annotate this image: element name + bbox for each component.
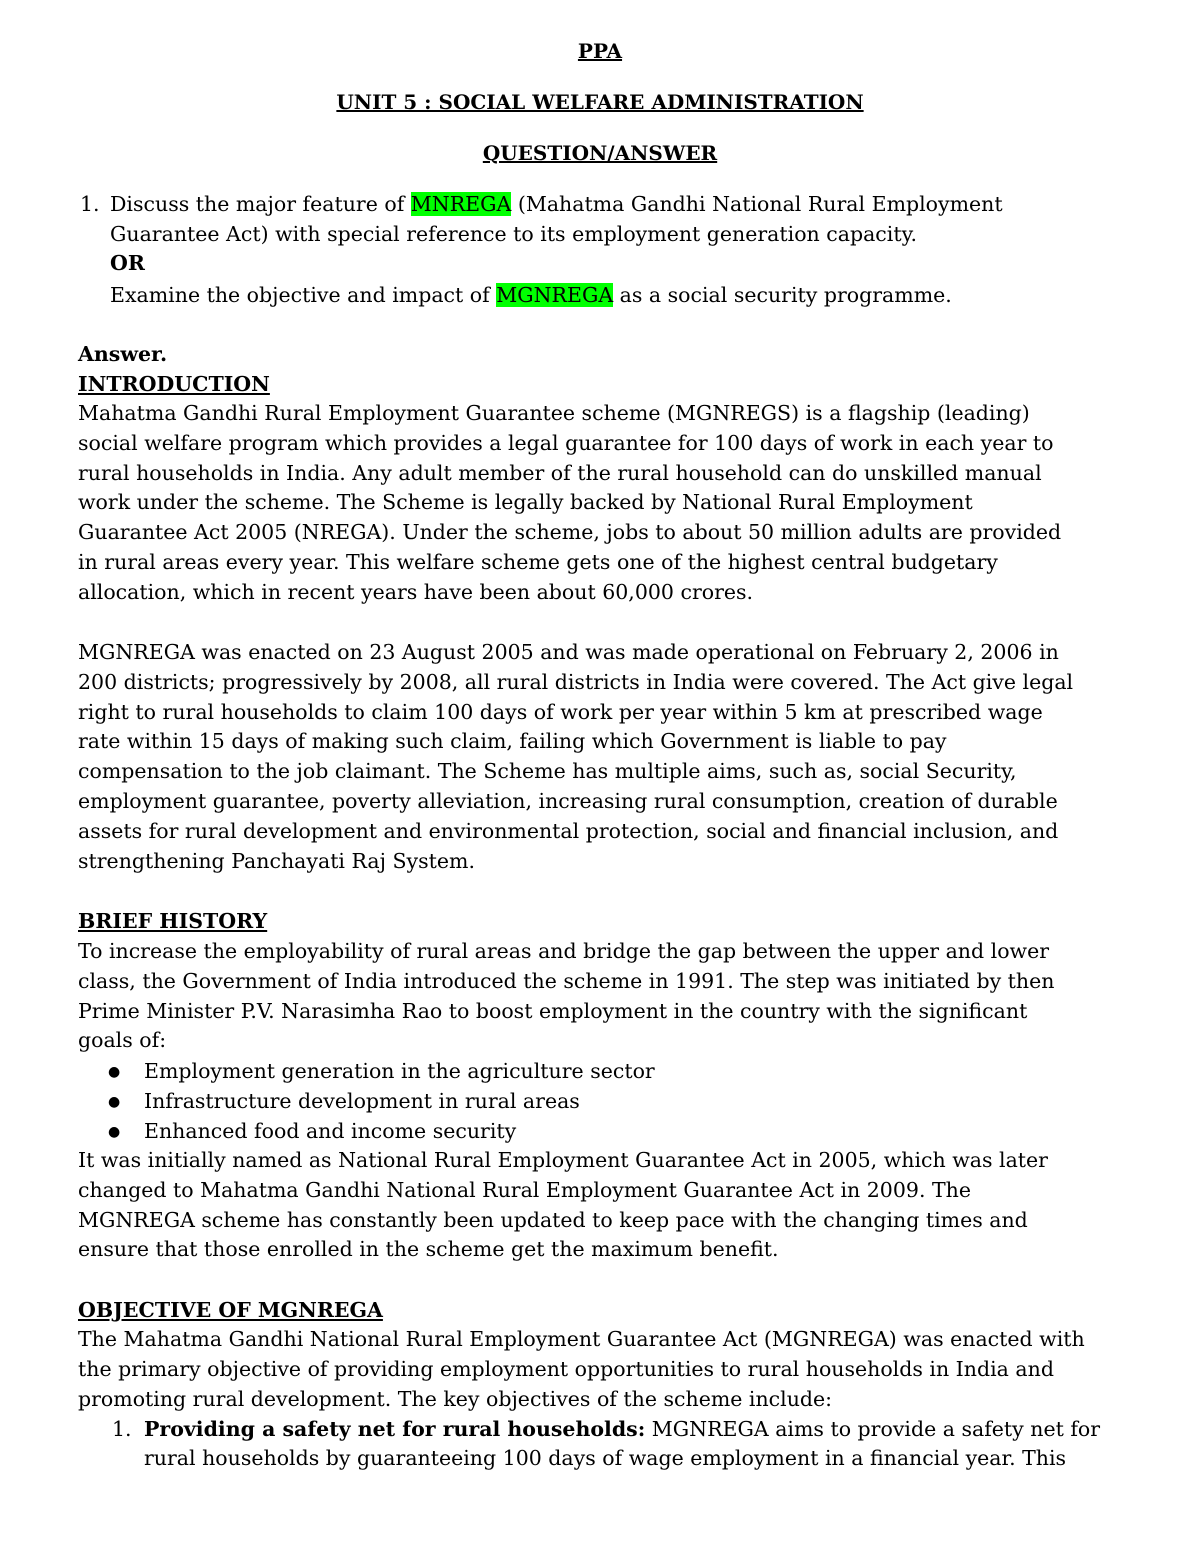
question-line-1-text: Discuss the major feature of — [110, 192, 411, 216]
text-line: Mahatma Gandhi Rural Employment Guarantee scheme (MGNREGS) is a flagship (leading) — [78, 401, 1030, 425]
text-line: changed to Mahatma Gandhi National Rural Employment Guarantee Act in 2009. The — [78, 1177, 971, 1202]
objective-heading: OBJECTIVE OF MGNREGA — [78, 1298, 383, 1322]
question-line-3-tail: as a social security programme. — [613, 283, 952, 307]
introduction-paragraph-1 — [78, 399, 1123, 608]
highlight-mgnrega: MGNREGA — [496, 283, 614, 307]
history-paragraph-1 — [78, 937, 1123, 1056]
text-line: the primary objective of providing employment opportunities to rural households in India and — [78, 1356, 1054, 1381]
text-line: Prime Minister P.V. Narasimha Rao to boost employment in the country with the significant — [78, 998, 1028, 1023]
text-line: rate within 15 days of making such claim, failing which Government is liable to pay — [78, 729, 947, 754]
text-line: rural households in India. Any adult member of the rural household can do unskilled manual — [78, 460, 1042, 485]
text-line: assets for rural development and environmental protection, social and financial inclusion, and — [78, 818, 1059, 843]
text-line: 200 districts; progressively by 2008, all rural districts in India were covered. The Act give legal — [78, 669, 1074, 694]
text-line: class, the Government of India introduced the scheme in 1991. The step was initiated by then — [78, 968, 1055, 993]
text-line: To increase the employability of rural areas and bridge the gap between the upper and lower — [78, 939, 1050, 963]
list-number: 1. — [112, 1417, 132, 1441]
subject-title: PPA — [577, 39, 623, 63]
bullet-icon: ● — [108, 1064, 121, 1080]
text-line: MGNREGA scheme has constantly been updated to keep pace with the changing times and — [78, 1207, 1028, 1232]
question-line-1 — [110, 190, 1003, 220]
highlight-mnrega: MNREGA — [410, 192, 512, 216]
text-line: strengthening Panchayati Raj System. — [78, 848, 475, 873]
question-line-3 — [110, 281, 952, 311]
text-line: The Mahatma Gandhi National Rural Employment Guarantee Act (MGNREGA) was enacted with — [78, 1327, 1085, 1351]
bullet-icon: ● — [108, 1094, 121, 1110]
question-or: OR — [110, 251, 145, 275]
text-line: It was initially named as National Rural Employment Guarantee Act in 2005, which was later — [78, 1148, 1048, 1172]
text-line: promoting rural development. The key objectives of the scheme include: — [78, 1386, 833, 1411]
unit-title: UNIT 5 : SOCIAL WELFARE ADMINISTRATION — [336, 90, 864, 114]
objective-paragraph — [78, 1325, 1123, 1414]
question-line-2: Guarantee Act) with special reference to its employment generation capacity. — [110, 222, 917, 246]
history-heading: BRIEF HISTORY — [78, 909, 268, 933]
text-line: compensation to the job claimant. The Scheme has multiple aims, such as, social Security, — [78, 759, 1017, 784]
text-line: goals of: — [78, 1028, 167, 1053]
question-number: 1. — [80, 192, 100, 216]
history-paragraph-2 — [78, 1146, 1123, 1265]
list-item: Employment generation in the agriculture sector — [144, 1059, 655, 1083]
text-line: social welfare program which provides a legal guarantee for 100 days of work in each year to — [78, 430, 1054, 455]
objective-item-1-title: Providing a safety net for rural households: — [144, 1417, 646, 1441]
text-line: ensure that those enrolled in the scheme get the maximum benefit. — [78, 1237, 779, 1262]
text-line: MGNREGA was enacted on 23 August 2005 and was made operational on February 2, 2006 in — [78, 640, 1059, 664]
question-line-3-text: Examine the objective and impact of — [110, 283, 497, 307]
objective-item-1-line-2: rural households by guaranteeing 100 days of wage employment in a financial year. This — [144, 1446, 1067, 1470]
text-line: in rural areas every year. This welfare scheme gets one of the highest central budgetary — [78, 549, 998, 574]
introduction-heading: INTRODUCTION — [78, 372, 270, 396]
text-line: employment guarantee, poverty alleviation, increasing rural consumption, creation of durable — [78, 788, 1058, 813]
answer-label: Answer. — [78, 342, 168, 366]
text-line: work under the scheme. The Scheme is legally backed by National Rural Employment — [78, 490, 973, 515]
text-line: right to rural households to claim 100 days of work per year within 5 km at prescribed wage — [78, 699, 1043, 724]
bullet-icon: ● — [108, 1124, 121, 1140]
list-item: Infrastructure development in rural areas — [144, 1089, 580, 1113]
objective-item-1-text: MGNREGA aims to provide a safety net for — [645, 1417, 1101, 1441]
text-line: Guarantee Act 2005 (NREGA). Under the scheme, jobs to about 50 million adults are provided — [78, 520, 1062, 545]
introduction-paragraph-2 — [78, 638, 1123, 876]
objective-item-1-line-1 — [144, 1415, 1100, 1445]
text-line: allocation, which in recent years have been about 60,000 crores. — [78, 579, 754, 604]
question-line-1-tail: (Mahatma Gandhi National Rural Employment — [511, 192, 1003, 216]
list-item: Enhanced food and income security — [144, 1119, 517, 1143]
section-title: QUESTION/ANSWER — [482, 141, 718, 165]
